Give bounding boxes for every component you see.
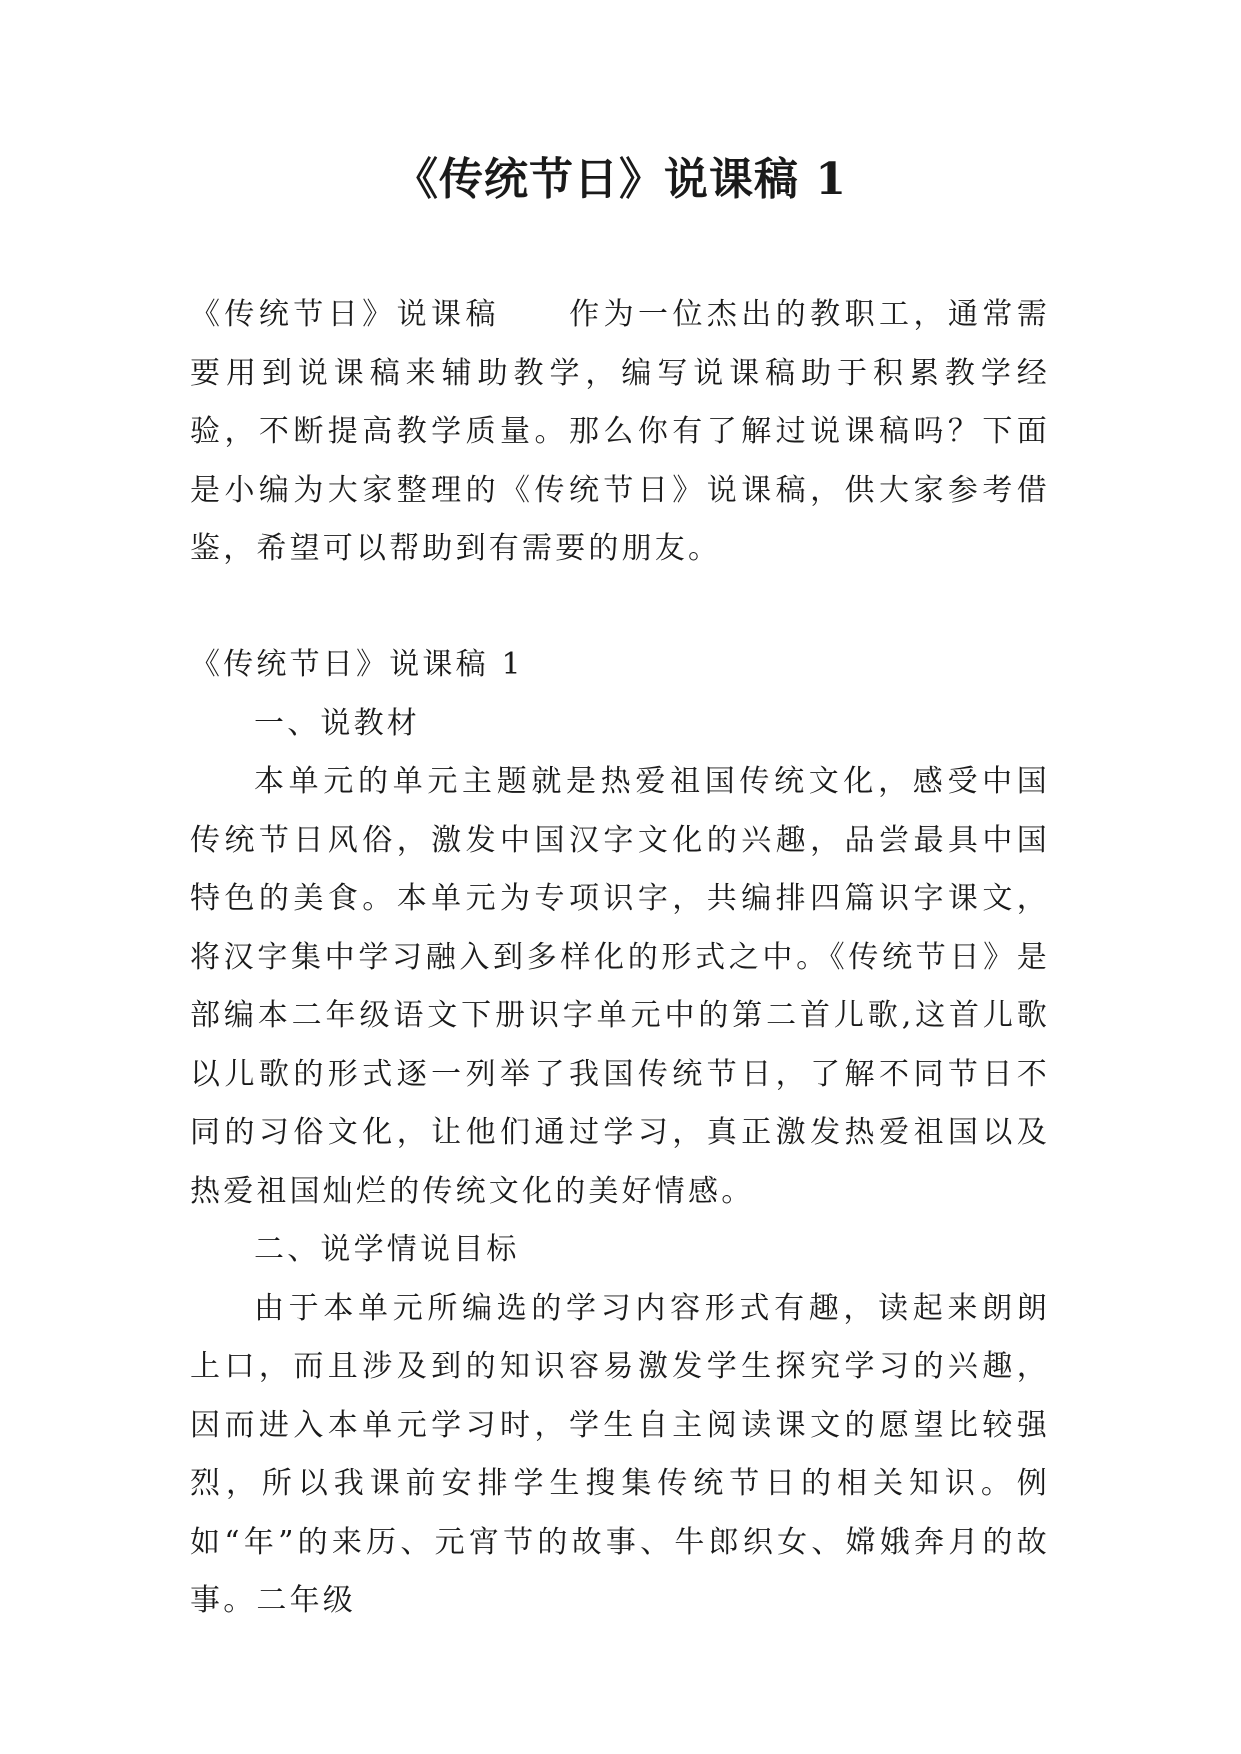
document-title: 《传统节日》说课稿 1 [394, 154, 847, 205]
intro-lead: 《传统节日》说课稿 [190, 297, 500, 332]
paragraph-textbook: 本单元的单元主题就是热爱祖国传统文化，感受中国传统节日风俗，激发中国汉字文化的兴趣，品尝最具中国特色的美食。本单元为专项识字，共编排四篇识字课文，将汉字集中学习融入到多样化的形式之中。《传统节日》是部编本二年级语文下册识字单元中的第二首儿歌,这首儿歌以儿歌的形式逐一列举了我国传统节日，了解不同节日不同的习俗文化，让他们通过学习，真正激发热爱祖国以及热爱祖国灿烂的传统文化的美好情感。 [190, 764, 1050, 1209]
paragraph-learning-goals: 由于本单元所编选的学习内容形式有趣，读起来朗朗上口，而且涉及到的知识容易激发学生探究学习的兴趣，因而进入本单元学习时，学生自主阅读课文的愿望比较强烈，所以我课前安排学生搜集传统节日的相关知识。例如“年”的来历、元宵节的故事、牛郎织女、嫦娥奔月的故事。二年级 [190, 1290, 1050, 1618]
heading-textbook: 一、说教材 [254, 705, 420, 741]
intro-text: 作为一位杰出的教职工，通常需要用到说课稿来辅助教学，编写说课稿助于积累教学经验，不断提高教学质量。那么你有了解过说课稿吗？下面是小编为大家整理的《传统节日》说课稿，供大家参考借鉴，希望可以帮助到有需要的朋友。 [190, 297, 1050, 566]
heading-learning-goals: 二、说学情说目标 [254, 1232, 520, 1267]
section-title: 《传统节日》说课稿 1 [190, 647, 524, 682]
document-content [190, 636, 1050, 1631]
intro-paragraph [190, 286, 1050, 579]
